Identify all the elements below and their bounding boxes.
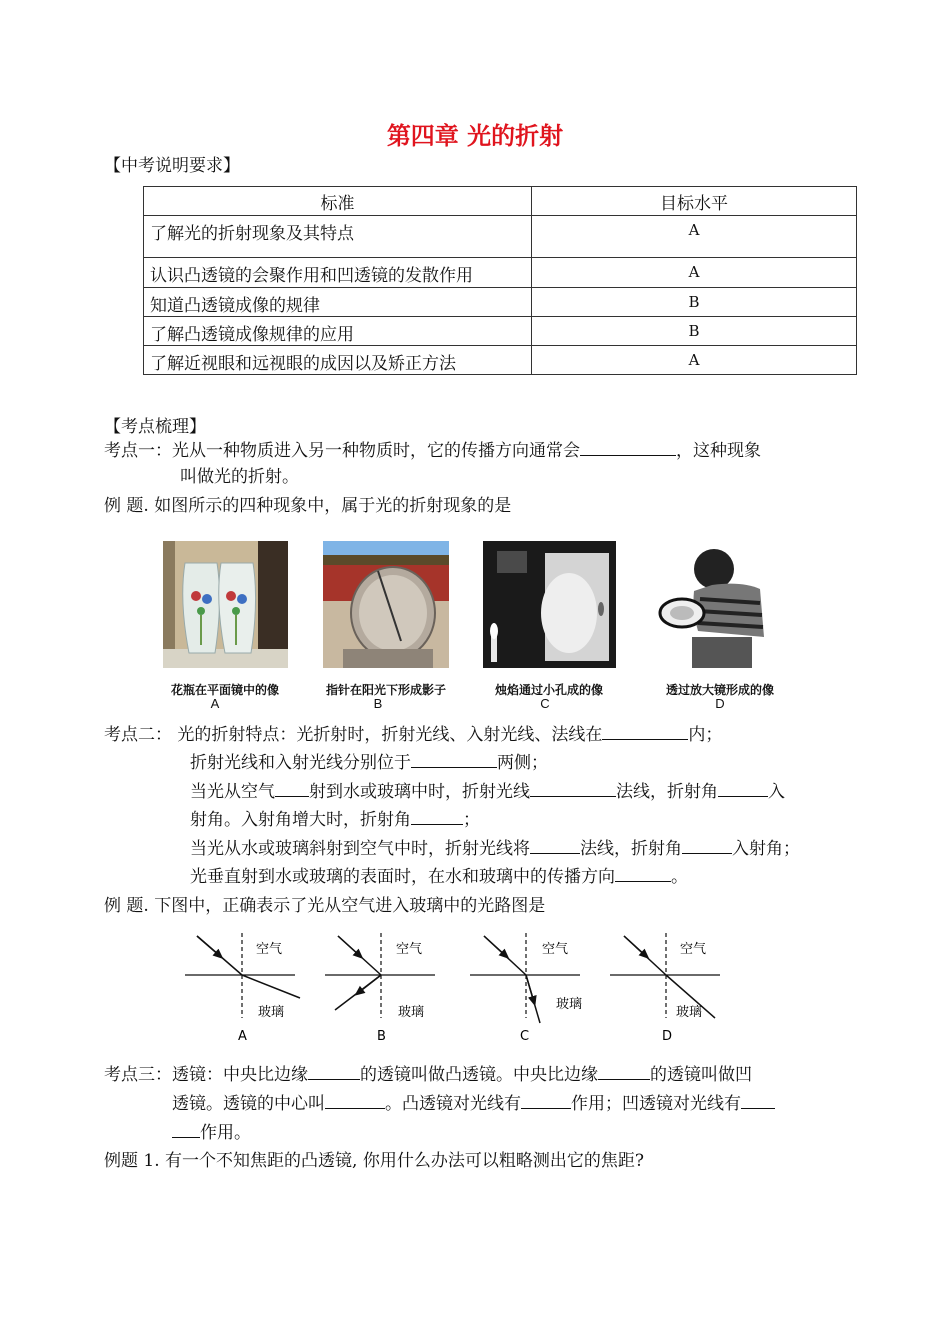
point3-text: 透镜。透镜的中心叫 xyxy=(172,1094,325,1114)
point2-line5 xyxy=(190,838,800,859)
photo-caption: 烛焰通过小孔成的像 xyxy=(494,683,603,697)
fill-blank[interactable] xyxy=(275,781,309,797)
point2-text: 考点二： 光的折射特点：光折射时，折射光线、入射光线、法线在 xyxy=(104,725,603,745)
standard-cell: 知道凸透镜成像的规律 xyxy=(144,288,532,317)
col-standard-header: 标准 xyxy=(144,187,532,216)
diagram-a xyxy=(185,933,300,1044)
level-cell: B xyxy=(532,317,857,346)
point2-text: 入 xyxy=(768,782,785,802)
diagram-d xyxy=(610,933,720,1044)
requirements-table xyxy=(143,186,857,375)
point2-text: 射角。入射角增大时，折射角 xyxy=(190,810,411,830)
photo-magnifier xyxy=(652,541,774,668)
fill-blank[interactable] xyxy=(530,781,616,797)
level-cell: B xyxy=(532,288,857,317)
standard-cell: 了解近视眼和远视眼的成因以及矫正方法 xyxy=(144,346,532,375)
point3-text: 作用；凹透镜对光线有 xyxy=(571,1094,741,1114)
point2-text: 内； xyxy=(688,725,723,745)
point2-line3 xyxy=(190,781,785,802)
point2-text: 光垂直射到水或玻璃的表面时，在水和玻璃中的传播方向 xyxy=(190,867,615,887)
option-letter: A xyxy=(238,1029,247,1044)
table-row xyxy=(144,258,857,288)
level-cell: A xyxy=(532,216,857,258)
fill-blank[interactable] xyxy=(411,809,463,825)
option-letter: C xyxy=(540,696,550,711)
photo-sundial-shadow xyxy=(323,541,449,668)
point3-line3 xyxy=(172,1122,251,1143)
point2-line4 xyxy=(190,809,480,830)
point2-text: 当光从空气 xyxy=(190,782,275,802)
point3-line1 xyxy=(104,1064,752,1085)
point2-text: 。 xyxy=(671,867,688,887)
point1-line xyxy=(104,440,761,461)
glass-label: 玻璃 xyxy=(398,1005,425,1020)
option-letter: C xyxy=(520,1029,530,1044)
point2-text: 两侧； xyxy=(497,753,548,773)
diagram-c xyxy=(470,933,582,1044)
fill-blank[interactable] xyxy=(741,1093,775,1109)
fill-blank[interactable] xyxy=(602,724,688,740)
page-title: 第四章 光的折射 xyxy=(386,122,564,150)
option-letter: B xyxy=(373,696,383,711)
fill-blank[interactable] xyxy=(580,440,676,456)
point3-text: 作用。 xyxy=(200,1123,251,1143)
point1-line2: 叫做光的折射。 xyxy=(180,467,299,487)
fill-blank[interactable] xyxy=(682,838,732,854)
fill-blank[interactable] xyxy=(411,752,497,768)
point3-text: 的透镜叫做凸透镜。中央比边缘 xyxy=(360,1065,598,1085)
air-label: 空气 xyxy=(680,942,707,957)
fill-blank[interactable] xyxy=(598,1064,650,1080)
point1-text: 考点一：光从一种物质进入另一种物质时，它的传播方向通常会 xyxy=(104,441,580,461)
photo-caption: 指针在阳光下形成影子 xyxy=(325,683,446,697)
fill-blank[interactable] xyxy=(530,838,580,854)
photo-caption: 花瓶在平面镜中的像 xyxy=(170,683,279,697)
point3-text: 考点三：透镜：中央比边缘 xyxy=(104,1065,308,1085)
glass-label: 玻璃 xyxy=(258,1005,285,1020)
option-letter: A xyxy=(210,696,220,711)
table-row xyxy=(144,346,857,375)
example3-question: 例题 1. 有一个不知焦距的凸透镜, 你用什么办法可以粗略测出它的焦距? xyxy=(104,1151,644,1171)
diagram-b xyxy=(325,933,435,1044)
point2-line1 xyxy=(104,724,722,745)
air-label: 空气 xyxy=(396,942,423,957)
table-row xyxy=(144,216,857,258)
photo-caption: 透过放大镜形成的像 xyxy=(665,683,774,697)
option-letter: B xyxy=(377,1029,386,1044)
photo-candle-pinhole xyxy=(483,541,616,668)
point3-text: 。凸透镜对光线有 xyxy=(385,1094,521,1114)
level-cell: A xyxy=(532,346,857,375)
fill-blank[interactable] xyxy=(325,1093,385,1109)
air-label: 空气 xyxy=(542,942,569,957)
review-heading: 【考点梳理】 xyxy=(104,417,206,437)
point2-text: 当光从水或玻璃斜射到空气中时，折射光线将 xyxy=(190,839,530,859)
example1-question: 例 题. 如图所示的四种现象中，属于光的折射现象的是 xyxy=(104,496,512,516)
fill-blank[interactable] xyxy=(521,1093,571,1109)
refraction-diagrams xyxy=(180,928,740,1046)
point3-line2 xyxy=(172,1093,775,1114)
table-row xyxy=(144,288,857,317)
fill-blank[interactable] xyxy=(172,1122,200,1138)
standard-cell: 了解光的折射现象及其特点 xyxy=(144,216,532,258)
photo-vase-mirror xyxy=(163,541,288,668)
standard-cell: 认识凸透镜的会聚作用和凹透镜的发散作用 xyxy=(144,258,532,288)
glass-label: 玻璃 xyxy=(676,1005,703,1020)
point2-line2 xyxy=(190,752,548,773)
point2-text: 法线，折射角 xyxy=(616,782,718,802)
level-cell: A xyxy=(532,258,857,288)
glass-label: 玻璃 xyxy=(556,997,583,1012)
fill-blank[interactable] xyxy=(615,866,671,882)
option-letter: D xyxy=(662,1029,673,1044)
point2-text: 入射角； xyxy=(732,839,800,859)
fill-blank[interactable] xyxy=(718,781,768,797)
point2-text: ； xyxy=(463,810,480,830)
standard-cell: 了解凸透镜成像规律的应用 xyxy=(144,317,532,346)
point2-text: 折射光线和入射光线分别位于 xyxy=(190,753,411,773)
point3-text: 的透镜叫做凹 xyxy=(650,1065,752,1085)
fill-blank[interactable] xyxy=(308,1064,360,1080)
option-letter: D xyxy=(715,696,725,711)
table-row xyxy=(144,317,857,346)
requirements-heading: 【中考说明要求】 xyxy=(104,156,240,176)
point2-text: 法线，折射角 xyxy=(580,839,682,859)
col-level-header: 目标水平 xyxy=(532,187,857,216)
point1-text-end: ，这种现象 xyxy=(676,441,761,461)
point2-line6 xyxy=(190,866,688,887)
point2-text: 射到水或玻璃中时，折射光线 xyxy=(309,782,530,802)
table-header-row xyxy=(144,187,857,216)
air-label: 空气 xyxy=(256,942,283,957)
example2-question: 例 题. 下图中，正确表示了光从空气进入玻璃中的光路图是 xyxy=(104,896,546,916)
